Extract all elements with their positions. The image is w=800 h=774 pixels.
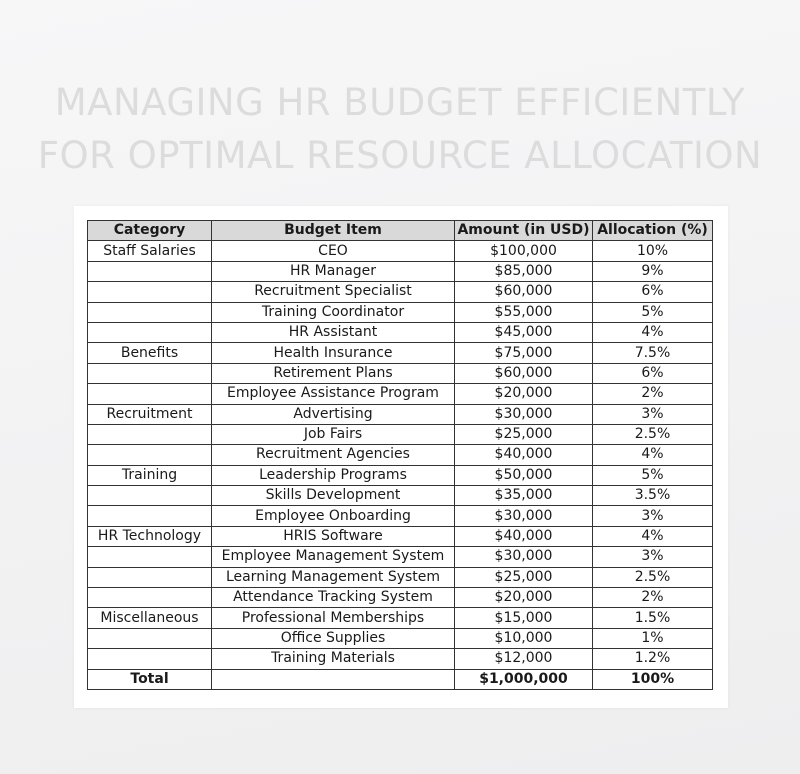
cell-allocation: 3%: [593, 547, 713, 567]
cell-amount: $40,000: [455, 445, 593, 465]
table-row: [88, 628, 713, 648]
total-label: Total: [88, 669, 212, 689]
cell-allocation: 2%: [593, 588, 713, 608]
table-row: [88, 322, 713, 342]
cell-budget-item: Attendance Tracking System: [212, 588, 455, 608]
total-item: [212, 669, 455, 689]
cell-budget-item: Health Insurance: [212, 343, 455, 363]
cell-amount: $75,000: [455, 343, 593, 363]
table-row: [88, 608, 713, 628]
cell-budget-item: Learning Management System: [212, 567, 455, 587]
cell-allocation: 3%: [593, 404, 713, 424]
cell-budget-item: Employee Assistance Program: [212, 384, 455, 404]
cell-allocation: 6%: [593, 363, 713, 383]
cell-category: [88, 649, 212, 669]
cell-budget-item: HRIS Software: [212, 526, 455, 546]
cell-amount: $45,000: [455, 322, 593, 342]
cell-allocation: 3%: [593, 506, 713, 526]
cell-budget-item: Leadership Programs: [212, 465, 455, 485]
total-allocation: 100%: [593, 669, 713, 689]
cell-amount: $30,000: [455, 506, 593, 526]
hr-budget-table: [87, 220, 713, 690]
cell-amount: $60,000: [455, 282, 593, 302]
table-row: [88, 547, 713, 567]
cell-category: [88, 424, 212, 444]
cell-category: [88, 506, 212, 526]
cell-category: Recruitment: [88, 404, 212, 424]
cell-amount: $30,000: [455, 404, 593, 424]
cell-budget-item: Job Fairs: [212, 424, 455, 444]
cell-amount: $85,000: [455, 261, 593, 281]
cell-category: Training: [88, 465, 212, 485]
cell-amount: $15,000: [455, 608, 593, 628]
cell-category: [88, 567, 212, 587]
cell-budget-item: Advertising: [212, 404, 455, 424]
cell-category: [88, 302, 212, 322]
cell-allocation: 4%: [593, 526, 713, 546]
header-amount: Amount (in USD): [455, 221, 593, 241]
cell-amount: $35,000: [455, 486, 593, 506]
table-body: [88, 241, 713, 669]
cell-budget-item: Employee Onboarding: [212, 506, 455, 526]
cell-category: [88, 445, 212, 465]
cell-amount: $30,000: [455, 547, 593, 567]
cell-amount: $50,000: [455, 465, 593, 485]
table-row: [88, 445, 713, 465]
cell-category: [88, 261, 212, 281]
cell-budget-item: Office Supplies: [212, 628, 455, 648]
table-row: [88, 567, 713, 587]
cell-budget-item: Employee Management System: [212, 547, 455, 567]
cell-allocation: 2.5%: [593, 424, 713, 444]
table-row: [88, 424, 713, 444]
table-row: [88, 526, 713, 546]
cell-category: [88, 547, 212, 567]
table-row: [88, 343, 713, 363]
cell-allocation: 7.5%: [593, 343, 713, 363]
total-amount: $1,000,000: [455, 669, 593, 689]
cell-budget-item: HR Assistant: [212, 322, 455, 342]
cell-category: [88, 363, 212, 383]
table-row: [88, 404, 713, 424]
table-row: [88, 261, 713, 281]
table-card: [74, 206, 728, 708]
table-row: [88, 302, 713, 322]
cell-allocation: 5%: [593, 302, 713, 322]
cell-budget-item: Recruitment Agencies: [212, 445, 455, 465]
cell-budget-item: Training Coordinator: [212, 302, 455, 322]
header-allocation: Allocation (%): [593, 221, 713, 241]
cell-allocation: 4%: [593, 445, 713, 465]
cell-allocation: 2.5%: [593, 567, 713, 587]
cell-category: [88, 588, 212, 608]
page-title: [0, 76, 800, 182]
table-row: [88, 282, 713, 302]
cell-allocation: 10%: [593, 241, 713, 261]
cell-category: Benefits: [88, 343, 212, 363]
table-row: [88, 649, 713, 669]
cell-budget-item: HR Manager: [212, 261, 455, 281]
table-row: [88, 363, 713, 383]
cell-allocation: 2%: [593, 384, 713, 404]
cell-budget-item: Retirement Plans: [212, 363, 455, 383]
cell-allocation: 9%: [593, 261, 713, 281]
cell-amount: $55,000: [455, 302, 593, 322]
cell-budget-item: Skills Development: [212, 486, 455, 506]
cell-budget-item: Training Materials: [212, 649, 455, 669]
cell-amount: $60,000: [455, 363, 593, 383]
cell-allocation: 1.5%: [593, 608, 713, 628]
cell-budget-item: CEO: [212, 241, 455, 261]
table-row: [88, 486, 713, 506]
cell-amount: $25,000: [455, 567, 593, 587]
table-row: [88, 465, 713, 485]
cell-category: HR Technology: [88, 526, 212, 546]
table-row: [88, 506, 713, 526]
cell-category: [88, 628, 212, 648]
cell-amount: $20,000: [455, 588, 593, 608]
table-row: [88, 384, 713, 404]
cell-category: Staff Salaries: [88, 241, 212, 261]
cell-allocation: 4%: [593, 322, 713, 342]
cell-category: Miscellaneous: [88, 608, 212, 628]
cell-allocation: 1.2%: [593, 649, 713, 669]
cell-category: [88, 486, 212, 506]
cell-category: [88, 384, 212, 404]
title-line-1: MANAGING HR BUDGET EFFICIENTLY: [54, 81, 746, 124]
cell-amount: $12,000: [455, 649, 593, 669]
cell-amount: $20,000: [455, 384, 593, 404]
cell-category: [88, 282, 212, 302]
table-row: [88, 241, 713, 261]
header-category: Category: [88, 221, 212, 241]
cell-amount: $10,000: [455, 628, 593, 648]
cell-amount: $100,000: [455, 241, 593, 261]
cell-budget-item: Recruitment Specialist: [212, 282, 455, 302]
cell-budget-item: Professional Memberships: [212, 608, 455, 628]
cell-allocation: 1%: [593, 628, 713, 648]
cell-allocation: 3.5%: [593, 486, 713, 506]
table-row: [88, 588, 713, 608]
cell-amount: $25,000: [455, 424, 593, 444]
cell-amount: $40,000: [455, 526, 593, 546]
cell-allocation: 5%: [593, 465, 713, 485]
title-line-2: FOR OPTIMAL RESOURCE ALLOCATION: [37, 134, 763, 177]
cell-category: [88, 322, 212, 342]
header-budget-item: Budget Item: [212, 221, 455, 241]
table-header-row: [88, 221, 713, 241]
cell-allocation: 6%: [593, 282, 713, 302]
total-row: [88, 669, 713, 689]
